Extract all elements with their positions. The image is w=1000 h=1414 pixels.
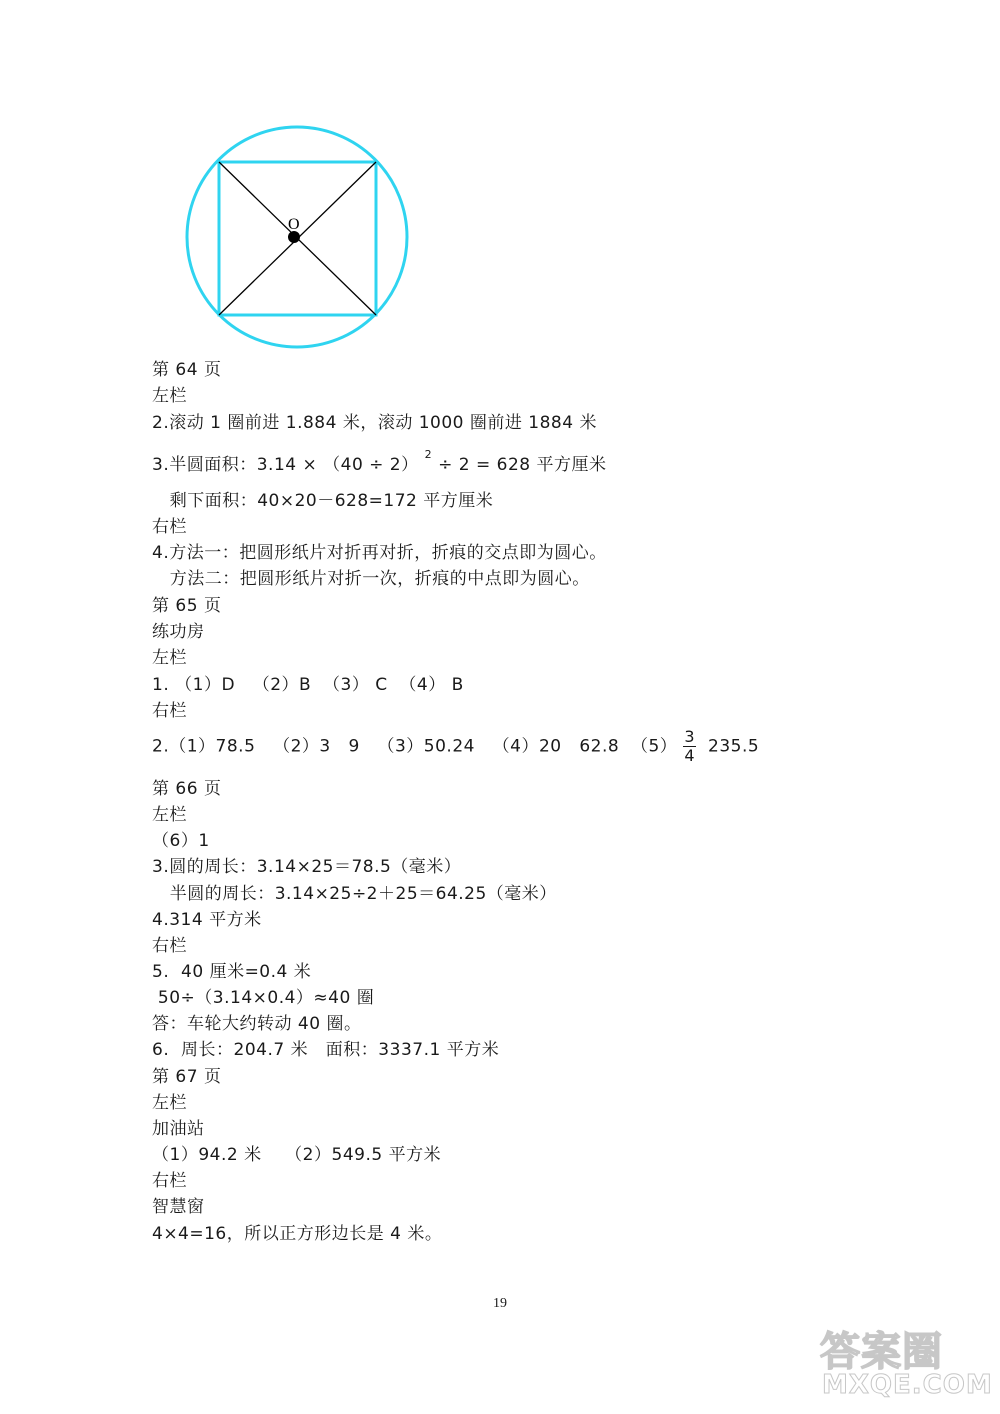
section-title: 加油站 [152,1119,205,1139]
column-label-right: 右栏 [152,517,187,537]
answer-line-with-fraction [152,728,759,765]
page-heading-66: 第 66 页 [152,779,222,799]
column-label-right: 右栏 [152,701,187,721]
answer-line: 答：车轮大约转动 40 圈。 [152,1014,362,1034]
page-heading-64: 第 64 页 [152,360,222,380]
expr-pre: 3.半圆面积：3.14 × （40 ÷ 2） [152,455,419,475]
answer-line: 4.314 平方米 [152,910,262,930]
answer-line: 5. 40 厘米=0.4 米 [152,962,312,982]
answer-line: 2.滚动 1 圈前进 1.884 米，滚动 1000 圈前进 1884 米 [152,413,597,433]
answer-line: 50÷（3.14×0.4）≈40 圈 [152,988,375,1008]
column-label-left: 左栏 [152,1093,187,1113]
circle-inscribed-square-figure [180,125,420,355]
fraction [683,728,696,765]
answer-line: 6. 周长：204.7 米 面积：3337.1 平方米 [152,1040,500,1060]
column-label-left: 左栏 [152,648,187,668]
column-label-right: 右栏 [152,936,187,956]
expr-post: 235.5 [708,736,760,757]
fraction-numerator: 3 [684,727,695,746]
watermark-url: MXQE.COM [822,1370,993,1400]
column-label-right: 右栏 [152,1171,187,1191]
page-heading-67: 第 67 页 [152,1067,222,1087]
answer-line: 半圆的周长：3.14×25÷2＋25＝64.25（毫米） [152,884,557,904]
expr-pre: 2.（1）78.5 （2）3 9 （3）50.24 （4）20 62.8 （5） [152,736,678,757]
page-number: 19 [493,1296,507,1311]
answer-line: （1）94.2 米 （2）549.5 平方米 [152,1145,442,1165]
answer-line: 3.圆的周长：3.14×25＝78.5（毫米） [152,857,462,877]
expr-post: ÷ 2 = 628 平方厘米 [438,455,607,475]
page-heading-65: 第 65 页 [152,596,222,616]
column-label-left: 左栏 [152,805,187,825]
answer-line: 4×4=16，所以正方形边长是 4 米。 [152,1224,443,1244]
fraction-denominator: 4 [684,746,695,765]
column-label-left: 左栏 [152,386,187,406]
answer-line: 剩下面积：40×20－628=172 平方厘米 [152,491,494,511]
answer-line: （6）1 [152,831,210,851]
section-title: 智慧窗 [152,1197,205,1217]
center-label: O [288,216,300,233]
answer-line: 4.方法一：把圆形纸片对折再对折，折痕的交点即为圆心。 [152,543,607,563]
answer-line-with-power [152,448,607,477]
watermark-logo [820,1320,995,1405]
exponent: 2 [424,448,433,461]
answer-line: 方法二：把圆形纸片对折一次，折痕的中点即为圆心。 [152,569,590,589]
answer-line: 1. （1）D （2）B （3） C （4） B [152,675,464,695]
section-title: 练功房 [152,622,205,642]
watermark-glyphs: 答案圈 [820,1329,943,1375]
